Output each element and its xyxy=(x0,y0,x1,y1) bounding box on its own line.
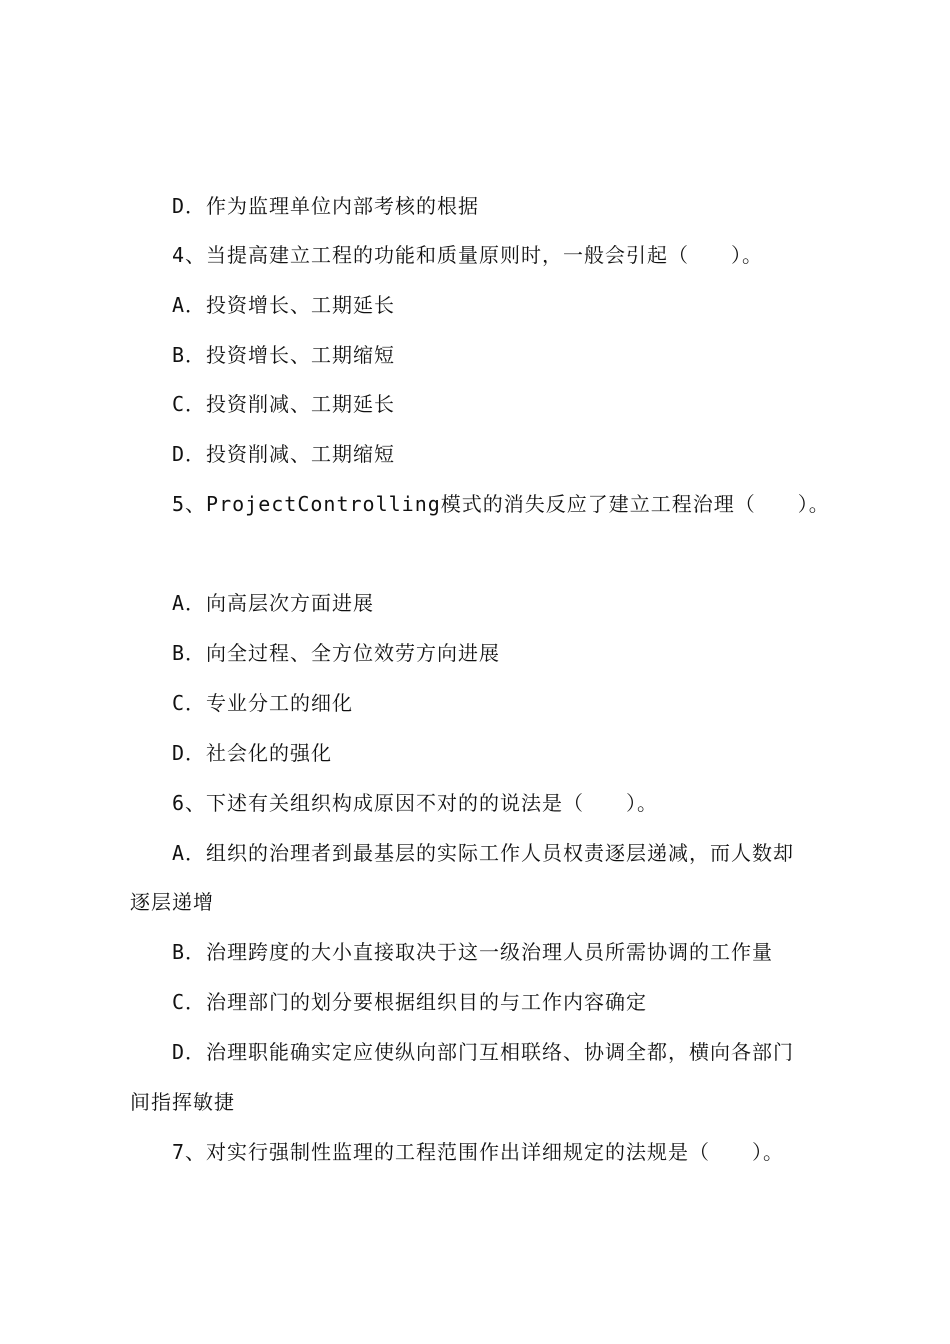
option-a-q6: A．组织的治理者到最基层的实际工作人员权责逐层递减，而人数却 xyxy=(172,841,795,865)
question-4: 4、当提高建立工程的功能和质量原则时，一般会引起（ ）。 xyxy=(172,243,764,267)
option-b-q5: B．向全过程、全方位效劳方向进展 xyxy=(172,641,501,665)
option-c-q4: C．投资削减、工期延长 xyxy=(172,392,396,416)
option-b-q6: B．治理跨度的大小直接取决于这一级治理人员所需协调的工作量 xyxy=(172,940,774,964)
option-a-q4: A．投资增长、工期延长 xyxy=(172,293,396,317)
option-c-q5: C．专业分工的细化 xyxy=(172,691,354,715)
option-c-q6: C．治理部门的划分要根据组织目的与工作内容确定 xyxy=(172,990,648,1014)
question-6: 6、下述有关组织构成原因不对的的说法是（ ）。 xyxy=(172,791,659,815)
question-5: 5、ProjectControlling模式的消失反应了建立工程治理（ ）。 xyxy=(172,492,830,516)
option-a-q5: A．向高层次方面进展 xyxy=(172,591,375,615)
option-a-q6-continued: 逐层递增 xyxy=(130,890,214,914)
option-d-q3: D．作为监理单位内部考核的根据 xyxy=(172,194,480,218)
question-7: 7、对实行强制性监理的工程范围作出详细规定的法规是（ ）。 xyxy=(172,1140,785,1164)
option-d-q5: D．社会化的强化 xyxy=(172,741,333,765)
option-d-q6: D．治理职能确实定应使纵向部门互相联络、协调全都，横向各部门 xyxy=(172,1040,795,1064)
option-b-q4: B．投资增长、工期缩短 xyxy=(172,343,396,367)
option-d-q6-continued: 间指挥敏捷 xyxy=(130,1090,235,1114)
option-d-q4: D．投资削减、工期缩短 xyxy=(172,442,396,466)
